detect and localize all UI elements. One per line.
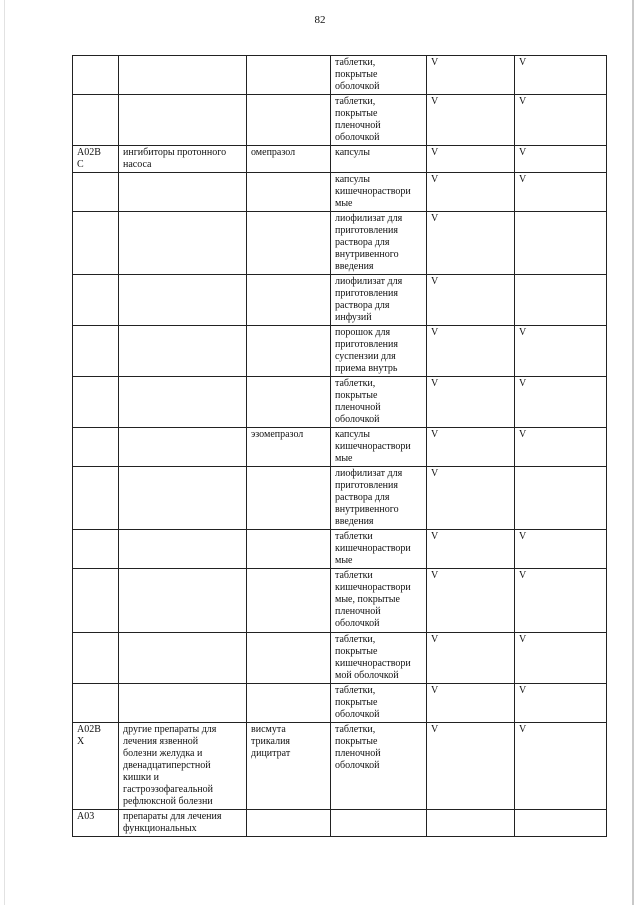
table-row bbox=[73, 212, 607, 275]
mark-cell-2: V bbox=[515, 326, 607, 377]
table-row bbox=[73, 569, 607, 633]
mark-cell-1: V bbox=[427, 428, 515, 467]
code-cell bbox=[73, 56, 119, 95]
group-cell bbox=[119, 569, 247, 633]
mark-cell-2 bbox=[515, 275, 607, 326]
code-cell bbox=[73, 326, 119, 377]
dosage-form-cell: лиофилизат для приготовления раствора для внутривенного введения bbox=[331, 212, 427, 275]
dosage-form-cell: лиофилизат для приготовления раствора для инфузий bbox=[331, 275, 427, 326]
table-row bbox=[73, 723, 607, 810]
mark-cell-2: V bbox=[515, 633, 607, 684]
mark-cell-2: V bbox=[515, 56, 607, 95]
dosage-form-cell: таблетки, покрытые оболочкой bbox=[331, 684, 427, 723]
code-cell bbox=[73, 428, 119, 467]
table-row bbox=[73, 530, 607, 569]
mark-cell-2 bbox=[515, 810, 607, 837]
mark-cell-2 bbox=[515, 212, 607, 275]
code-cell: A02B X bbox=[73, 723, 119, 810]
group-cell bbox=[119, 326, 247, 377]
mark-cell-1: V bbox=[427, 56, 515, 95]
substance-cell bbox=[247, 467, 331, 530]
table-row bbox=[73, 377, 607, 428]
mark-cell-1: V bbox=[427, 275, 515, 326]
dosage-form-cell: таблетки, покрытые пленочной оболочкой bbox=[331, 377, 427, 428]
dosage-form-cell: капсулы кишечнораствори мые bbox=[331, 428, 427, 467]
code-cell bbox=[73, 377, 119, 428]
substance-cell: омепразол bbox=[247, 146, 331, 173]
substance-cell bbox=[247, 530, 331, 569]
group-cell bbox=[119, 530, 247, 569]
mark-cell-1: V bbox=[427, 95, 515, 146]
mark-cell-1: V bbox=[427, 467, 515, 530]
code-cell bbox=[73, 633, 119, 684]
table-row bbox=[73, 326, 607, 377]
group-cell bbox=[119, 684, 247, 723]
code-cell bbox=[73, 530, 119, 569]
dosage-form-cell: таблетки, покрытые пленочной оболочкой bbox=[331, 723, 427, 810]
mark-cell-2: V bbox=[515, 146, 607, 173]
dosage-form-cell: порошок для приготовления суспензии для приема внутрь bbox=[331, 326, 427, 377]
dosage-form-cell: лиофилизат для приготовления раствора для внутривенного введения bbox=[331, 467, 427, 530]
group-cell bbox=[119, 467, 247, 530]
substance-cell bbox=[247, 569, 331, 633]
table-row bbox=[73, 810, 607, 837]
code-cell bbox=[73, 212, 119, 275]
mark-cell-1: V bbox=[427, 633, 515, 684]
substance-cell bbox=[247, 810, 331, 837]
page-number: 82 bbox=[314, 14, 326, 26]
substance-cell bbox=[247, 56, 331, 95]
mark-cell-1: V bbox=[427, 684, 515, 723]
code-cell bbox=[73, 467, 119, 530]
table-row bbox=[73, 684, 607, 723]
substance-cell bbox=[247, 633, 331, 684]
mark-cell-2 bbox=[515, 467, 607, 530]
table-row bbox=[73, 95, 607, 146]
mark-cell-2: V bbox=[515, 530, 607, 569]
table-row bbox=[73, 146, 607, 173]
dosage-form-cell bbox=[331, 810, 427, 837]
code-cell bbox=[73, 95, 119, 146]
scan-left-edge bbox=[4, 0, 5, 905]
code-cell: A02B C bbox=[73, 146, 119, 173]
group-cell: ингибиторы протонного насоса bbox=[119, 146, 247, 173]
drug-table bbox=[72, 55, 607, 837]
mark-cell-2: V bbox=[515, 173, 607, 212]
group-cell bbox=[119, 173, 247, 212]
mark-cell-2: V bbox=[515, 428, 607, 467]
substance-cell bbox=[247, 684, 331, 723]
group-cell bbox=[119, 212, 247, 275]
substance-cell bbox=[247, 275, 331, 326]
mark-cell-1: V bbox=[427, 723, 515, 810]
table-row bbox=[73, 467, 607, 530]
substance-cell: эзомепразол bbox=[247, 428, 331, 467]
group-cell bbox=[119, 428, 247, 467]
dosage-form-cell: таблетки, покрытые оболочкой bbox=[331, 56, 427, 95]
mark-cell-1: V bbox=[427, 377, 515, 428]
code-cell bbox=[73, 569, 119, 633]
group-cell bbox=[119, 95, 247, 146]
mark-cell-1: V bbox=[427, 326, 515, 377]
code-cell bbox=[73, 684, 119, 723]
mark-cell-1: V bbox=[427, 569, 515, 633]
substance-cell bbox=[247, 95, 331, 146]
mark-cell-2: V bbox=[515, 684, 607, 723]
dosage-form-cell: таблетки кишечнораствори мые, покрытые пленочной оболочкой bbox=[331, 569, 427, 633]
dosage-form-cell: капсулы кишечнораствори мые bbox=[331, 173, 427, 212]
mark-cell-2: V bbox=[515, 377, 607, 428]
group-cell: другие препараты для лечения язвенной болезни желудка и двенадцатиперстной кишки и гастроэзофагеальной рефлюксной болезни bbox=[119, 723, 247, 810]
mark-cell-1: V bbox=[427, 212, 515, 275]
table-row bbox=[73, 56, 607, 95]
mark-cell-2: V bbox=[515, 569, 607, 633]
substance-cell bbox=[247, 377, 331, 428]
group-cell: препараты для лечения функциональных bbox=[119, 810, 247, 837]
substance-cell bbox=[247, 173, 331, 212]
group-cell bbox=[119, 56, 247, 95]
group-cell bbox=[119, 377, 247, 428]
table-row bbox=[73, 633, 607, 684]
table-row bbox=[73, 173, 607, 212]
dosage-form-cell: таблетки, покрытые пленочной оболочкой bbox=[331, 95, 427, 146]
dosage-form-cell: таблетки, покрытые кишечнораствори мой оболочкой bbox=[331, 633, 427, 684]
table-row bbox=[73, 275, 607, 326]
substance-cell bbox=[247, 326, 331, 377]
mark-cell-2: V bbox=[515, 723, 607, 810]
mark-cell-1: V bbox=[427, 173, 515, 212]
code-cell bbox=[73, 275, 119, 326]
dosage-form-cell: капсулы bbox=[331, 146, 427, 173]
substance-cell bbox=[247, 212, 331, 275]
mark-cell-1: V bbox=[427, 530, 515, 569]
drug-table-body bbox=[73, 56, 607, 837]
group-cell bbox=[119, 633, 247, 684]
mark-cell-1 bbox=[427, 810, 515, 837]
code-cell: A03 bbox=[73, 810, 119, 837]
code-cell bbox=[73, 173, 119, 212]
mark-cell-1: V bbox=[427, 146, 515, 173]
scan-right-edge bbox=[632, 0, 634, 905]
table-row bbox=[73, 428, 607, 467]
mark-cell-2: V bbox=[515, 95, 607, 146]
drug-table-container bbox=[72, 55, 606, 837]
dosage-form-cell: таблетки кишечнораствори мые bbox=[331, 530, 427, 569]
group-cell bbox=[119, 275, 247, 326]
substance-cell: висмута трикалия дицитрат bbox=[247, 723, 331, 810]
